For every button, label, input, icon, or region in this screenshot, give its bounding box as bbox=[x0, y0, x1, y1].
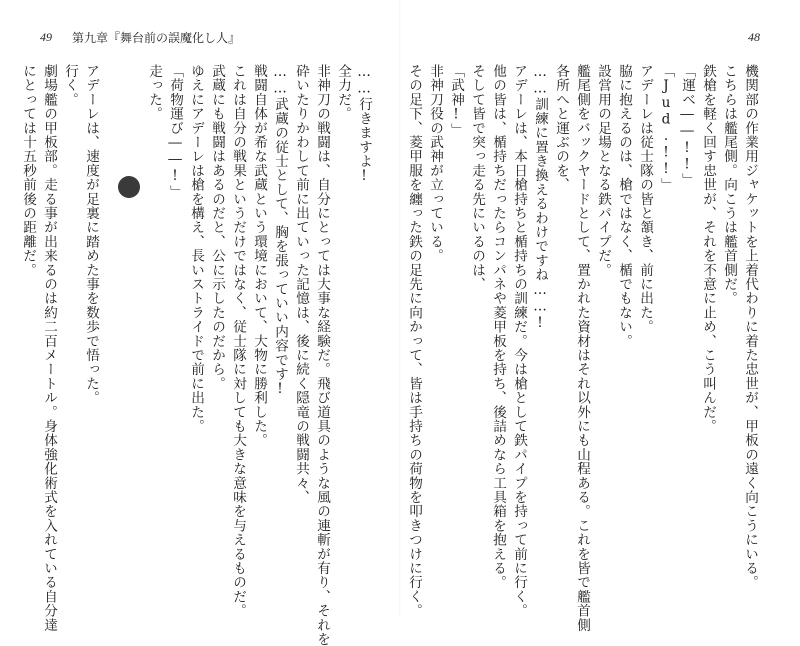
left-page-text bbox=[20, 64, 374, 646]
text-line: 非神刀役の武神が立っている。 bbox=[427, 64, 443, 263]
text-line: 砕いたりかわして前に出ていった記憶は、後に続く隠竜の戦闘共々、 bbox=[293, 64, 309, 505]
text-line: 「Jud.!!」 bbox=[658, 64, 674, 192]
text-line bbox=[122, 64, 143, 584]
right-page-text bbox=[388, 64, 760, 632]
text-line: 他の皆は、楯持ちだったらコンパネや菱甲板を持ち、後詰めなら工具箱を抱える。 bbox=[490, 64, 506, 590]
text-line: 鉄槍を軽く回す忠世が、それを不意に止め、こう叫んだ。 bbox=[700, 64, 716, 434]
text-line: 「運べ――!!」 bbox=[679, 64, 695, 188]
text-line: 「荷物運び――!」 bbox=[167, 64, 183, 199]
text-line: 劇場艦の甲板部。走る事が出来るのは約二百メートル。身体強化術式を入れている自分達 bbox=[41, 64, 57, 632]
text-line: 戦闘自体が希な武蔵という環境において、大物に勝利した。 bbox=[251, 64, 267, 448]
text-line: アデーレは従士隊の皆と頷き、前に出た。 bbox=[637, 64, 653, 334]
text-line: にとっては十五秒前後の距離だ。 bbox=[20, 64, 36, 277]
text-line: アデーレは、本日槍持ちと楯持ちの訓練だ。今は槍として鉄パイプを持って前に行く。 bbox=[511, 64, 527, 618]
left-page-number: 49 bbox=[40, 30, 52, 44]
section-break-dot bbox=[118, 176, 140, 198]
text-line: 武蔵にも戦闘はあるのだと、公に示したのだから。 bbox=[209, 64, 225, 391]
running-title: 第九章『舞台前の誤魔化し人』 bbox=[72, 31, 241, 45]
text-line: これは自分の戦果というだけではなく、従士隊に対しても大きな意味を与えるものだ。 bbox=[230, 64, 246, 618]
text-line: その足下、菱甲服を纏った鉄の足先に向かって、皆は手持ちの荷物を叩きつけに行く。 bbox=[406, 64, 422, 618]
text-line: ゆえにアデーレは槍を構え、長いストライドで前に出た。 bbox=[188, 64, 204, 434]
text-line: 全力だ。 bbox=[335, 64, 351, 121]
text-line: 各所へと運ぶのを、 bbox=[553, 64, 569, 192]
text-line bbox=[101, 64, 122, 584]
text-line: ……行きますよ! bbox=[356, 64, 372, 185]
text-line: 非神刀の戦闘は、自分にとっては大事な経験だ。飛び道具のような風の連斬が有り、それを bbox=[314, 64, 330, 646]
text-line: そして皆で突っ走る先にいるのは、 bbox=[469, 64, 485, 292]
text-line: 「武神!」 bbox=[448, 64, 464, 138]
text-line: ……訓練に置き換えるわけですね……! bbox=[532, 64, 548, 332]
text-line: 設営用の足場となる鉄パイプだ。 bbox=[595, 64, 611, 277]
text-line: 機関部の作業用ジャケットを上着代わりに着た忠世が、甲板の遠く向こうにいる。 bbox=[742, 64, 758, 590]
text-line: 脇に抱えるのは、槍ではなく、楯でもない。 bbox=[616, 64, 632, 348]
text-line: 行く。 bbox=[62, 64, 78, 107]
right-page-number: 48 bbox=[748, 30, 760, 44]
text-line: 艦尾側をバックヤードとして、置かれた資材はそれ以外にも山程ある。これを皆で艦首側 bbox=[574, 64, 590, 632]
text-line: こちらは艦尾側。向こうは艦首側だ。 bbox=[721, 64, 737, 306]
text-line: ……武蔵の従士として、胸を張っていい内容です! bbox=[272, 64, 288, 398]
text-line: アデーレは、速度が足裏に踏めた事を数歩で悟った。 bbox=[83, 64, 99, 405]
text-line: 走った。 bbox=[146, 64, 162, 121]
